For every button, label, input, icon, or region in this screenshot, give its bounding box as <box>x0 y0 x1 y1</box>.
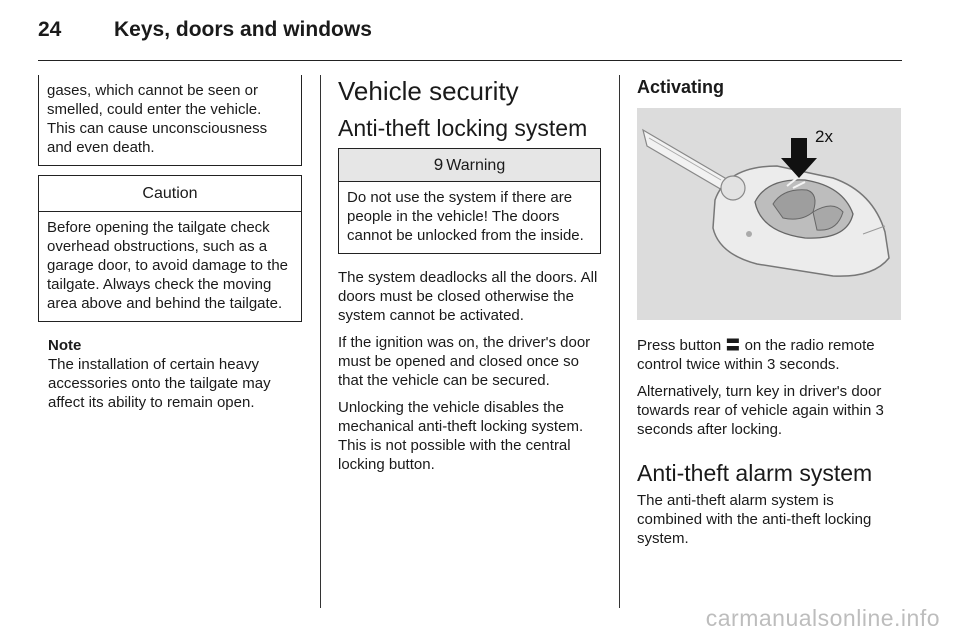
page-header <box>38 18 902 60</box>
right-column <box>637 76 901 556</box>
paragraph: Unlocking the vehicle disables the mechanical anti-theft locking system. This is not possible with the central locking button. <box>338 399 584 473</box>
press-button-paragraph <box>637 336 901 374</box>
caution-text: Before opening the tailgate check overhead obstructions, such as a garage door, to avoid damage to the tailgate. Always check the moving area above and behind the tailgate. <box>47 219 289 312</box>
paragraph: If the ignition was on, the driver's door must be opened and closed once so that the vehicle can be secured. <box>338 334 591 389</box>
note-label: Note <box>48 337 82 354</box>
page-number: 24 <box>38 18 62 41</box>
danger-box-continued <box>38 75 302 166</box>
lock-button-icon: 〓 <box>725 337 741 354</box>
middle-paragraphs <box>338 268 601 474</box>
warning-box <box>338 148 601 254</box>
section-title: Keys, doors and windows <box>114 18 372 41</box>
middle-column <box>338 76 601 482</box>
danger-text: gases, which cannot be seen or smelled, could enter the vehicle. This can cause unconsciousness and even death. <box>47 82 268 156</box>
warning-header <box>339 149 600 182</box>
paragraph: The system deadlocks all the doors. All doors must be closed otherwise the system cannot be activated. <box>338 269 598 324</box>
left-column <box>38 75 302 412</box>
activating-heading: Activating <box>637 77 725 97</box>
header-rule <box>38 60 902 61</box>
caution-title: Caution <box>39 176 301 212</box>
alternative-paragraph: Alternatively, turn key in driver's door towards rear of vehicle again within 3 seconds after locking. <box>637 383 884 438</box>
note-text: The installation of certain heavy accessories onto the tailgate may affect its ability to remain open. <box>48 356 271 411</box>
key-remote-illustration <box>637 108 901 320</box>
column-divider-1 <box>320 75 321 608</box>
key-remote-figure <box>637 108 901 320</box>
watermark: carmanualsonline.info <box>705 605 940 631</box>
press-twice-label: 2x <box>815 127 833 146</box>
column-divider-2 <box>619 75 620 608</box>
alarm-text: The anti-theft alarm system is combined with the anti-theft locking system. <box>637 492 872 547</box>
warning-title: Warning <box>446 157 506 174</box>
anti-theft-locking-heading: Anti-theft locking system <box>338 115 588 141</box>
press-text-after: on the radio remote control twice within 3 seconds. <box>637 337 875 373</box>
anti-theft-alarm-heading: Anti-theft alarm system <box>637 460 873 486</box>
warning-text: Do not use the system if there are people in the vehicle! The doors cannot be unlocked from the inside. <box>347 189 584 244</box>
warning-icon: 9 <box>433 155 444 174</box>
caution-box <box>38 175 302 322</box>
note-block <box>38 336 302 412</box>
press-text-before: Press button <box>637 337 726 354</box>
vehicle-security-heading: Vehicle security <box>338 76 519 106</box>
